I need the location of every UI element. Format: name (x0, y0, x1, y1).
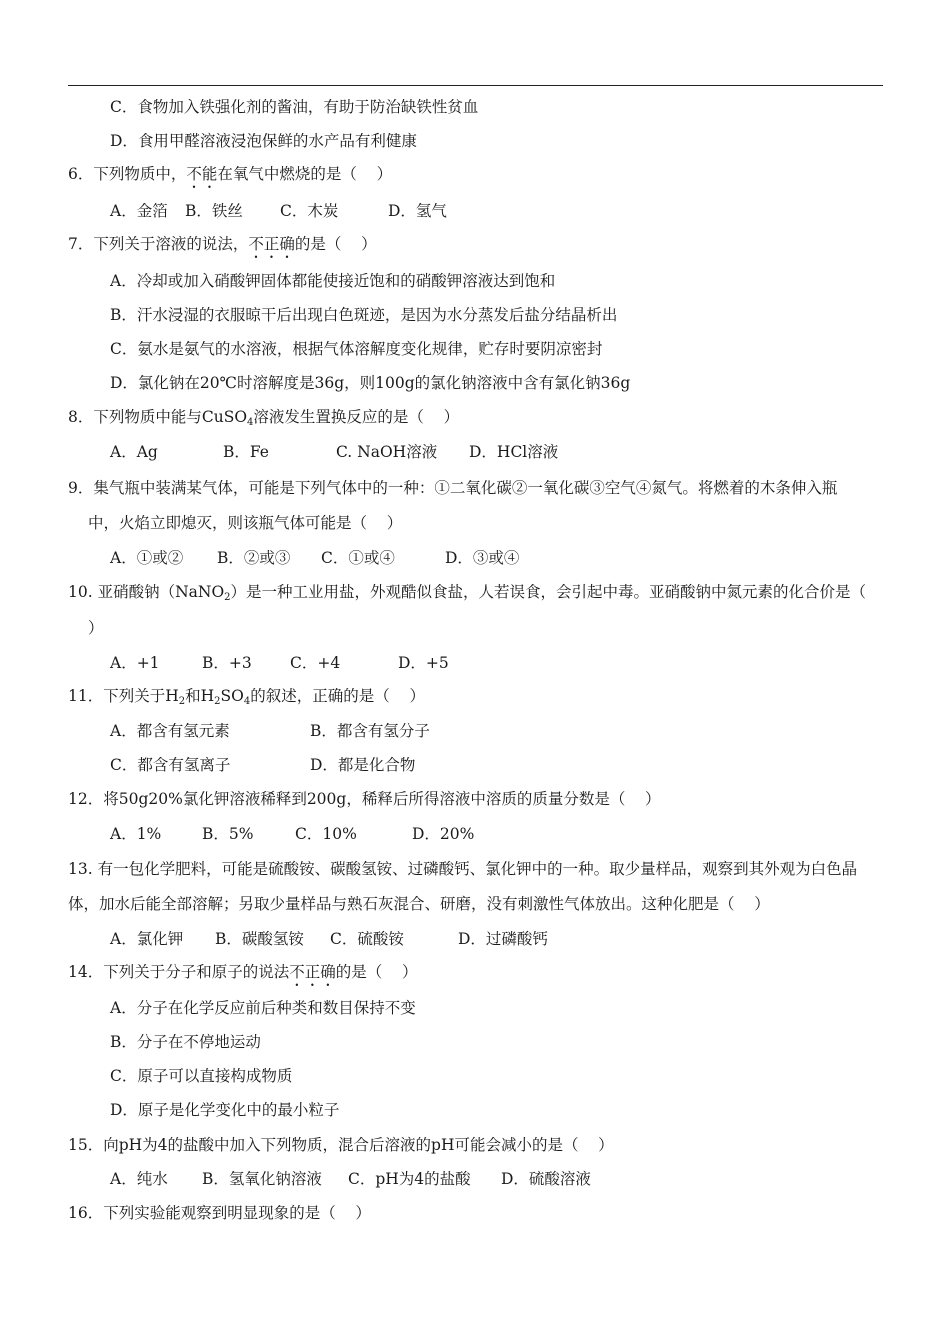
q8-stem-post: 溶液发生置换反应的是（ ） (253, 408, 460, 426)
q8-option-a: A．Ag (110, 443, 158, 461)
q8-subscript: 4 (247, 417, 254, 428)
q15-option-a: A．纯水 (110, 1170, 168, 1188)
q10-stem-line2: ） (88, 619, 104, 637)
q7-stem (68, 233, 377, 262)
q6-stem-post: 在氧气中燃烧的是（ ） (217, 165, 393, 183)
q15-option-c: C．pH为4的盐酸 (348, 1170, 471, 1188)
q14-emphasis: 不正确 (289, 963, 336, 981)
q11-option-b: B．都含有氢分子 (310, 722, 430, 740)
q13-stem-line2: 体，加水后能全部溶解；另取少量样品与熟石灰混合、研磨，没有刺激性气体放出。这种化肥是（ ） (68, 895, 770, 913)
q10-option-d: D．+5 (398, 654, 449, 672)
q6-option-b: B．铁丝 (185, 202, 243, 220)
q15-stem: 15．向pH为4的盐酸中加入下列物质，混合后溶液的pH可能会减小的是（ ） (68, 1136, 614, 1154)
q12-option-d: D．20% (412, 825, 475, 843)
q7-option-b: B．汗水浸湿的衣服晾干后出现白色斑迹，是因为水分蒸发后盐分结晶析出 (110, 306, 618, 324)
q11-stem-p3: SO (220, 687, 244, 705)
q6-option-a: A．金箔 (110, 202, 168, 220)
q7-stem-post: 的是（ ） (294, 235, 377, 253)
q11-options-row2 (110, 754, 415, 776)
q13-option-a: A．氯化钾 (110, 930, 184, 948)
q6-option-c: C．木炭 (280, 202, 339, 220)
q12-stem: 12．将50g20%氯化钾溶液稀释到200g，稀释后所得溶液中溶质的质量分数是（ ） (68, 790, 661, 808)
q6-emphasis: 不能 (186, 165, 218, 183)
q7-option-c: C．氨水是氨气的水溶液，根据气体溶解度变化规律，贮存时要阴凉密封 (110, 340, 603, 358)
q15-option-b: B．氢氧化钠溶液 (202, 1170, 322, 1188)
q11-option-d: D．都是化合物 (310, 756, 416, 774)
q11-stem-p2: 和H (185, 687, 215, 705)
q9-option-a: A．①或② (110, 549, 184, 567)
q14-option-d: D．原子是化学变化中的最小粒子 (110, 1101, 340, 1119)
q9-stem-line1: 9．集气瓶中装满某气体，可能是下列气体中的一种：①二氧化碳②一氧化碳③空气④氮气。将燃着的木条伸入瓶 (68, 479, 838, 497)
q10-stem-post: ）是一种工业用盐，外观酷似食盐，人若误食，会引起中毒。亚硝酸钠中氮元素的化合价是（ (230, 583, 867, 601)
q8-option-c: C. NaOH溶液 (336, 443, 438, 461)
header-rule (68, 85, 883, 86)
q9-option-d: D．③或④ (445, 549, 520, 567)
q9-stem-line2: 中，火焰立即熄灭，则该瓶气体可能是（ ） (88, 514, 403, 532)
q7-option-d: D．氯化钠在20℃时溶解度是36g，则100g的氯化钠溶液中含有氯化钠36g (110, 374, 631, 392)
q12-option-a: A．1% (110, 825, 162, 843)
q6-options (110, 200, 447, 222)
q6-option-d: D．氢气 (388, 202, 447, 220)
q14-stem-post: 的是（ ） (335, 963, 418, 981)
q11-sub2: 2 (214, 696, 221, 707)
q10-option-a: A．+1 (110, 654, 160, 672)
q10-option-c: C．+4 (290, 654, 341, 672)
q12-option-c: C．10% (295, 825, 357, 843)
q8-stem (68, 406, 459, 428)
q6-stem (68, 163, 392, 192)
q11-sub3: 4 (243, 696, 251, 707)
q5-option-d: D．食用甲醛溶液浸泡保鲜的水产品有利健康 (110, 132, 417, 150)
q10-stem (68, 581, 866, 603)
q13-stem-line1: 13. 有一包化学肥料，可能是硫酸铵、碳酸氢铵、过磷酸钙、氯化钾中的一种。取少量样品，观察到其外观为白色晶 (68, 860, 858, 878)
q14-stem-pre: 14．下列关于分子和原子的说法 (68, 963, 290, 981)
q8-option-b: B．Fe (223, 443, 269, 461)
q13-option-d: D．过磷酸钙 (458, 930, 548, 948)
q5-option-c: C．食物加入铁强化剂的酱油，有助于防治缺铁性贫血 (110, 98, 479, 116)
q11-stem-p1: 11．下列关于H (68, 687, 179, 705)
q6-stem-pre: 6．下列物质中， (68, 165, 187, 183)
q12-option-b: B．5% (202, 825, 254, 843)
q14-stem (68, 961, 417, 990)
q7-option-a: A．冷却或加入硝酸钾固体都能使接近饱和的硝酸钾溶液达到饱和 (110, 272, 556, 290)
q11-stem-p4: 的叙述，正确的是（ ） (250, 687, 425, 705)
q13-options (110, 928, 548, 950)
q11-stem (68, 685, 425, 707)
q8-option-d: D．HCl溶液 (469, 443, 559, 461)
q8-options (110, 441, 558, 463)
q14-option-b: B．分子在不停地运动 (110, 1033, 261, 1051)
q13-option-b: B．碳酸氢铵 (215, 930, 304, 948)
q10-subscript: 2 (224, 592, 231, 603)
q10-options (110, 652, 449, 674)
q9-option-b: B．②或③ (217, 549, 291, 567)
q7-stem-pre: 7．下列关于溶液的说法， (68, 235, 249, 253)
q10-stem-pre: 10. 亚硝酸钠（NaNO (68, 583, 225, 601)
q14-option-a: A．分子在化学反应前后种类和数目保持不变 (110, 999, 416, 1017)
q9-option-c: C．①或④ (321, 549, 395, 567)
q9-options (110, 547, 519, 569)
q16-stem: 16．下列实验能观察到明显现象的是（ ） (68, 1204, 371, 1222)
q11-options-row1 (110, 720, 430, 742)
q15-option-d: D．硫酸溶液 (501, 1170, 591, 1188)
q14-option-c: C．原子可以直接构成物质 (110, 1067, 293, 1085)
q7-emphasis: 不正确 (248, 235, 295, 253)
q13-option-c: C．硫酸铵 (330, 930, 404, 948)
q8-stem-pre: 8．下列物质中能与CuSO (68, 408, 248, 426)
q11-sub1: 2 (178, 696, 186, 707)
q12-options (110, 823, 474, 845)
q11-option-a: A．都含有氢元素 (110, 722, 230, 740)
q10-option-b: B．+3 (202, 654, 252, 672)
q15-options (110, 1168, 591, 1190)
q11-option-c: C．都含有氢离子 (110, 756, 231, 774)
